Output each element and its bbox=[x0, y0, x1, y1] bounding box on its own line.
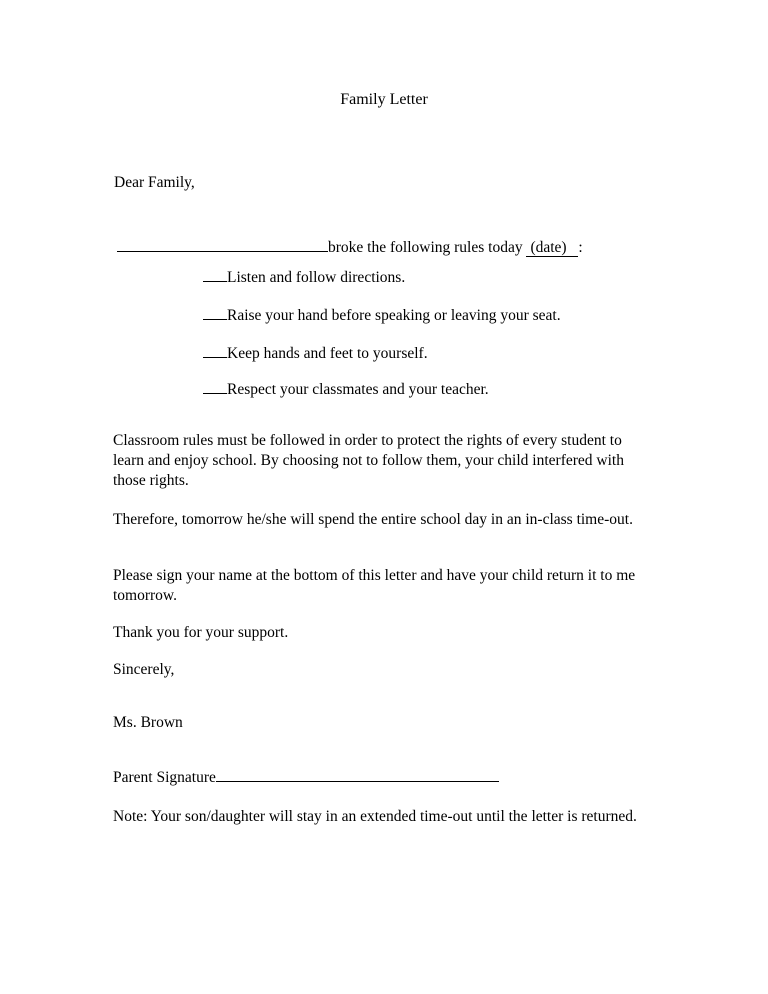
body-paragraph: Classroom rules must be followed in order to protect the rights of every student to learn and enjoy school. By choosing not to follow them, your child interfered with those rights. bbox=[113, 432, 624, 489]
rule-item bbox=[203, 304, 561, 326]
body-paragraph: Therefore, tomorrow he/she will spend the entire school day in an in-class time-out. bbox=[113, 511, 633, 528]
rule-item bbox=[203, 342, 428, 364]
student-name-blank[interactable] bbox=[117, 236, 328, 252]
note-paragraph: Note: Your son/daughter will stay in an extended time-out until the letter is returned. bbox=[113, 808, 637, 825]
rule-text: Keep hands and feet to yourself. bbox=[227, 345, 428, 362]
signer-name: Ms. Brown bbox=[113, 714, 183, 731]
rule-item bbox=[203, 266, 405, 288]
parent-signature-label: Parent Signature bbox=[113, 769, 216, 786]
rules-intro-line bbox=[117, 236, 583, 258]
body-paragraph: Thank you for your support. bbox=[113, 624, 289, 641]
rule-item bbox=[203, 378, 489, 400]
rule-text: Respect your classmates and your teacher. bbox=[227, 381, 489, 398]
rule-checkbox-blank[interactable] bbox=[203, 378, 227, 394]
date-placeholder: (date) bbox=[530, 239, 567, 256]
rule-checkbox-blank[interactable] bbox=[203, 342, 227, 358]
letter-title: Family Letter bbox=[340, 91, 428, 108]
parent-signature-blank[interactable] bbox=[216, 766, 499, 782]
date-blank[interactable] bbox=[526, 240, 578, 257]
salutation: Dear Family, bbox=[114, 174, 195, 191]
rule-text: Listen and follow directions. bbox=[227, 269, 406, 286]
body-paragraph: Please sign your name at the bottom of this letter and have your child return it to me tomorrow. bbox=[113, 567, 636, 604]
rules-intro-colon: : bbox=[578, 239, 583, 256]
rule-text: Raise your hand before speaking or leaving your seat. bbox=[227, 307, 561, 324]
rules-intro-text: broke the following rules today bbox=[328, 239, 523, 256]
closing: Sincerely, bbox=[113, 661, 175, 678]
rule-checkbox-blank[interactable] bbox=[203, 304, 227, 320]
parent-signature-line bbox=[113, 766, 499, 788]
rule-checkbox-blank[interactable] bbox=[203, 266, 227, 282]
